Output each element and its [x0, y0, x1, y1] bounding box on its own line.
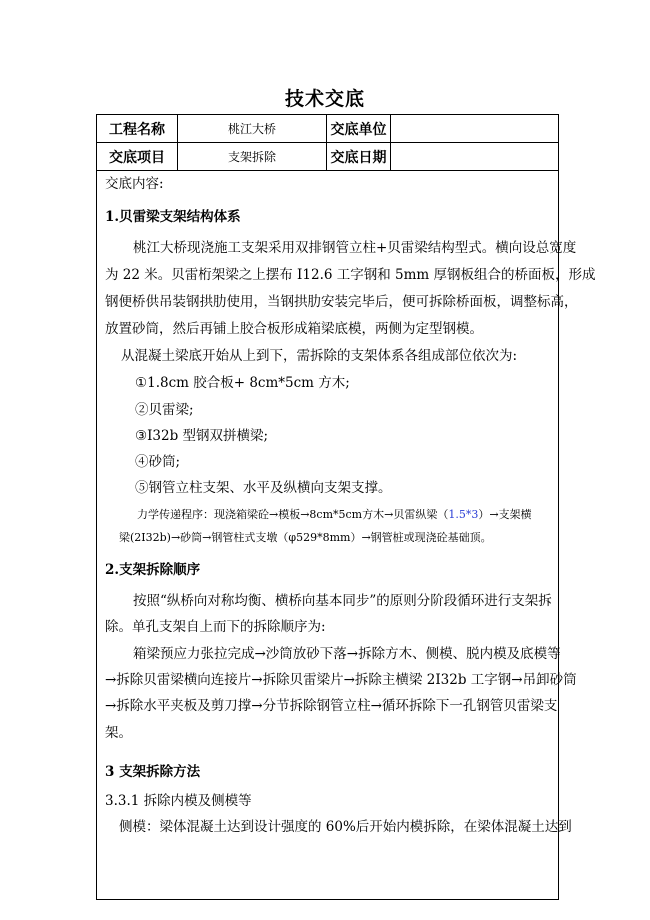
header-row-2	[97, 143, 558, 171]
paragraph-line: →拆除贝雷梁横向连接片→拆除贝雷梁片→拆除主横梁 2I32b 工字钢→吊卸砂筒	[105, 672, 577, 688]
section-3-title: 3 支架拆除方法	[105, 764, 201, 780]
list-item: ①1.8cm 胶合板+ 8cm*5cm 方木;	[135, 375, 350, 391]
paragraph-line: 架。	[105, 725, 132, 741]
project-name-value: 桃江大桥	[178, 115, 327, 142]
paragraph-line: 钢便桥供吊装钢拱肋使用，当钢拱肋安装完毕后，便可拆除桥面板，调整标高，	[105, 294, 578, 310]
paragraph-line: 为 22 米。贝雷桁架梁之上摆布 I12.6 工字钢和 5mm 厚钢板组合的桥面板，形成	[105, 267, 596, 283]
intro-label: 交底内容:	[105, 176, 164, 192]
date-label: 交底日期	[327, 143, 391, 170]
paragraph-line: 侧模：梁体混凝土达到设计强度的 60%后开始内模拆除，在梁体混凝土达到	[119, 819, 572, 835]
list-item: ③I32b 型钢双拼横梁;	[135, 428, 269, 444]
list-item: ②贝雷梁;	[135, 402, 194, 418]
item-label: 交底项目	[97, 143, 178, 170]
subsection-title: 3.3.1 拆除内模及侧模等	[105, 793, 252, 809]
paragraph-line: →拆除水平夹板及剪刀撑→分节拆除钢管立柱→循环拆除下一孔钢管贝雷梁支	[105, 698, 558, 714]
paragraph-line: 箱梁预应力张拉完成→沙筒放砂下落→拆除方木、侧模、脱内模及底模等	[133, 646, 561, 662]
list-item: ④砂筒;	[135, 454, 181, 470]
list-item: ⑤钢管立柱支架、水平及纵横向支架支撑。	[135, 480, 392, 496]
section-2-title: 2.支架拆除顺序	[105, 562, 201, 578]
paragraph-line: 从混凝土梁底开始从上到下，需拆除的支架体系各组成部位依次为:	[121, 348, 518, 364]
paragraph-line: 除。单孔支架自上而下的拆除顺序为:	[105, 619, 326, 635]
paragraph-line: 桃江大桥现浇施工支架采用双排钢管立柱+贝雷梁结构型式。横向设总宽度	[133, 240, 577, 256]
disclosure-table	[96, 114, 596, 900]
paragraph-line: 按照“纵桥向对称均衡、横桥向基本同步”的原则分阶段循环进行支架拆	[133, 593, 552, 609]
paragraph-line: 放置砂筒，然后再铺上胶合板形成箱梁底模，两侧为定型钢模。	[105, 321, 483, 337]
force-path-line-2: 梁(2I32b)→砂筒→钢管柱式支墩（φ529*8mm）→钢管桩或现浇砼基础顶。	[119, 531, 492, 544]
unit-label: 交底单位	[327, 115, 391, 142]
section-1-title: 1.贝雷梁支架结构体系	[105, 209, 241, 225]
item-value: 支架拆除	[178, 143, 327, 170]
header-row-1	[97, 115, 558, 143]
project-name-label: 工程名称	[97, 115, 178, 142]
unit-value	[391, 115, 558, 142]
date-value	[391, 143, 558, 170]
page-title: 技术交底	[284, 88, 365, 110]
force-path-line-1: 力学传递程序：现浇箱梁砼→模板→8cm*5cm方木→贝雷纵梁（1.5*3）→支架横	[137, 508, 532, 521]
